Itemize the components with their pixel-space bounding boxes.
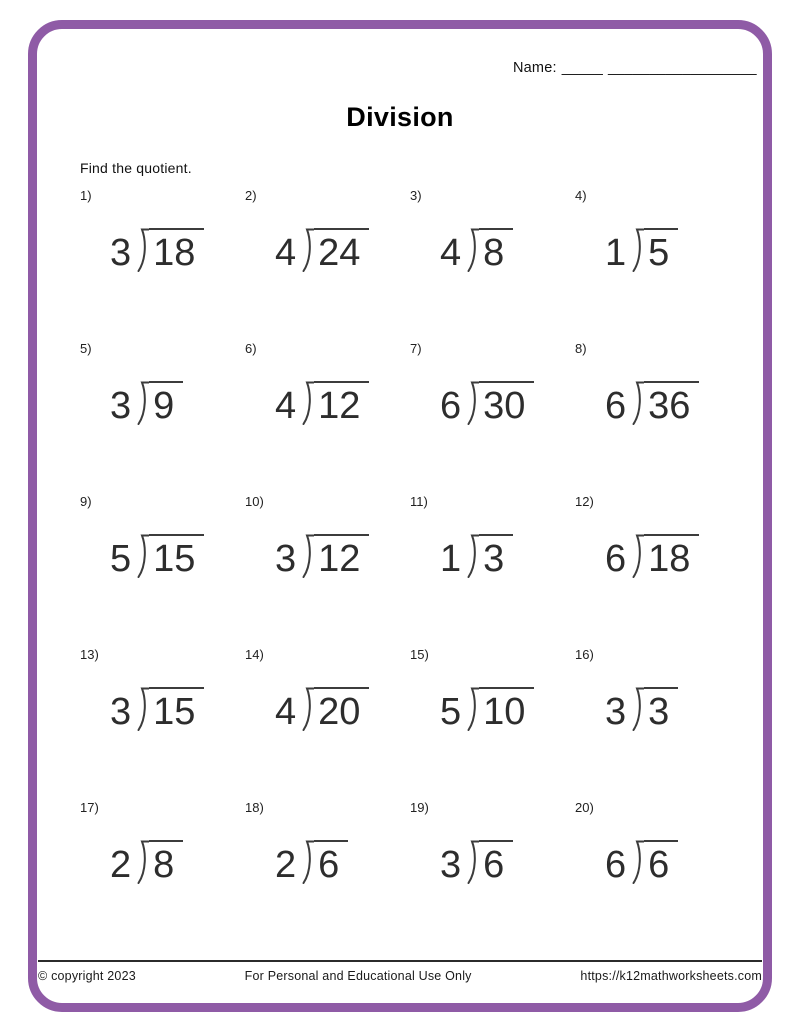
division-bracket-icon xyxy=(298,381,314,425)
problem-number: 10) xyxy=(245,494,264,509)
division-expression xyxy=(605,687,678,731)
instruction-text: Find the quotient. xyxy=(80,160,192,176)
division-bracket-icon xyxy=(463,228,479,272)
problem-cell xyxy=(410,494,575,647)
dividend: 10 xyxy=(479,687,534,731)
division-expression xyxy=(275,840,348,884)
footer-usage-note: For Personal and Educational Use Only xyxy=(244,969,472,983)
dividend: 20 xyxy=(314,687,369,731)
divisor: 3 xyxy=(110,691,132,733)
division-bracket-icon xyxy=(463,534,479,578)
divisor: 6 xyxy=(440,385,462,427)
problem-cell xyxy=(410,188,575,341)
division-bracket-icon xyxy=(628,840,644,884)
dividend: 18 xyxy=(644,534,699,578)
problem-number: 13) xyxy=(80,647,99,662)
division-expression xyxy=(605,840,678,884)
dividend: 5 xyxy=(644,228,678,272)
divisor: 3 xyxy=(605,691,627,733)
division-bracket-icon xyxy=(133,840,149,884)
divisor: 3 xyxy=(440,844,462,886)
name-label: Name: xyxy=(513,60,557,76)
dividend: 24 xyxy=(314,228,369,272)
divisor: 4 xyxy=(275,232,297,274)
problem-cell xyxy=(245,647,410,800)
name-line-short: _____ xyxy=(561,60,604,76)
page-title: Division xyxy=(346,102,454,132)
problem-cell xyxy=(245,341,410,494)
problem-cell xyxy=(575,341,740,494)
problem-number: 4) xyxy=(575,188,587,203)
division-bracket-icon xyxy=(463,840,479,884)
problem-cell xyxy=(80,494,245,647)
divisor: 4 xyxy=(440,232,462,274)
divisor: 2 xyxy=(110,844,132,886)
problem-number: 17) xyxy=(80,800,99,815)
divisor: 1 xyxy=(605,232,627,274)
division-bracket-icon xyxy=(298,534,314,578)
problem-cell xyxy=(410,800,575,953)
division-bracket-icon xyxy=(133,381,149,425)
problems-grid xyxy=(80,188,740,953)
division-bracket-icon xyxy=(298,840,314,884)
division-expression xyxy=(440,840,513,884)
name-field xyxy=(513,60,757,76)
problem-number: 8) xyxy=(575,341,587,356)
problem-number: 7) xyxy=(410,341,422,356)
division-expression xyxy=(275,228,369,272)
problem-cell xyxy=(575,647,740,800)
division-expression xyxy=(605,381,699,425)
division-bracket-icon xyxy=(628,534,644,578)
dividend: 30 xyxy=(479,381,534,425)
dividend: 12 xyxy=(314,381,369,425)
division-bracket-icon xyxy=(133,228,149,272)
problem-cell xyxy=(80,188,245,341)
problem-cell xyxy=(80,341,245,494)
problem-number: 3) xyxy=(410,188,422,203)
problem-number: 1) xyxy=(80,188,92,203)
problem-number: 6) xyxy=(245,341,257,356)
division-bracket-icon xyxy=(133,687,149,731)
divisor: 1 xyxy=(440,538,462,580)
dividend: 12 xyxy=(314,534,369,578)
problem-number: 14) xyxy=(245,647,264,662)
division-expression xyxy=(110,228,204,272)
divisor: 2 xyxy=(275,844,297,886)
division-expression xyxy=(605,534,699,578)
dividend: 6 xyxy=(479,840,513,884)
division-expression xyxy=(440,381,534,425)
division-bracket-icon xyxy=(298,687,314,731)
division-bracket-icon xyxy=(463,381,479,425)
division-expression xyxy=(440,687,534,731)
problem-number: 11) xyxy=(410,494,428,509)
divisor: 6 xyxy=(605,385,627,427)
problem-cell xyxy=(410,647,575,800)
dividend: 8 xyxy=(149,840,183,884)
problem-cell xyxy=(80,647,245,800)
division-expression xyxy=(110,840,183,884)
divisor: 4 xyxy=(275,385,297,427)
problem-cell xyxy=(245,188,410,341)
footer-copyright: © copyright 2023 xyxy=(38,969,136,983)
division-expression xyxy=(110,687,204,731)
dividend: 3 xyxy=(479,534,513,578)
dividend: 6 xyxy=(314,840,348,884)
problem-number: 2) xyxy=(245,188,257,203)
divisor: 3 xyxy=(275,538,297,580)
problem-cell xyxy=(575,800,740,953)
dividend: 6 xyxy=(644,840,678,884)
division-expression xyxy=(440,534,513,578)
problem-cell xyxy=(80,800,245,953)
footer-url: https://k12mathworksheets.com xyxy=(580,969,762,983)
division-bracket-icon xyxy=(463,687,479,731)
dividend: 36 xyxy=(644,381,699,425)
problem-number: 16) xyxy=(575,647,594,662)
dividend: 9 xyxy=(149,381,183,425)
divisor: 5 xyxy=(110,538,132,580)
dividend: 15 xyxy=(149,687,204,731)
footer xyxy=(38,960,762,983)
division-bracket-icon xyxy=(628,381,644,425)
dividend: 15 xyxy=(149,534,204,578)
problem-cell xyxy=(245,494,410,647)
problem-number: 12) xyxy=(575,494,594,509)
problem-number: 19) xyxy=(410,800,429,815)
divisor: 6 xyxy=(605,538,627,580)
problem-number: 9) xyxy=(80,494,92,509)
divisor: 3 xyxy=(110,232,132,274)
dividend: 3 xyxy=(644,687,678,731)
problem-cell xyxy=(245,800,410,953)
division-bracket-icon xyxy=(133,534,149,578)
divisor: 6 xyxy=(605,844,627,886)
division-expression xyxy=(275,381,369,425)
problem-number: 15) xyxy=(410,647,429,662)
division-expression xyxy=(110,534,204,578)
problem-number: 5) xyxy=(80,341,92,356)
division-expression xyxy=(440,228,513,272)
division-expression xyxy=(110,381,183,425)
division-bracket-icon xyxy=(298,228,314,272)
problem-cell xyxy=(575,188,740,341)
divisor: 3 xyxy=(110,385,132,427)
division-expression xyxy=(275,534,369,578)
dividend: 18 xyxy=(149,228,204,272)
name-line-long: __________________ xyxy=(608,60,757,76)
divisor: 5 xyxy=(440,691,462,733)
divisor: 4 xyxy=(275,691,297,733)
division-bracket-icon xyxy=(628,687,644,731)
problem-cell xyxy=(575,494,740,647)
division-bracket-icon xyxy=(628,228,644,272)
problem-number: 18) xyxy=(245,800,264,815)
division-expression xyxy=(275,687,369,731)
problem-number: 20) xyxy=(575,800,594,815)
dividend: 8 xyxy=(479,228,513,272)
problem-cell xyxy=(410,341,575,494)
division-expression xyxy=(605,228,678,272)
